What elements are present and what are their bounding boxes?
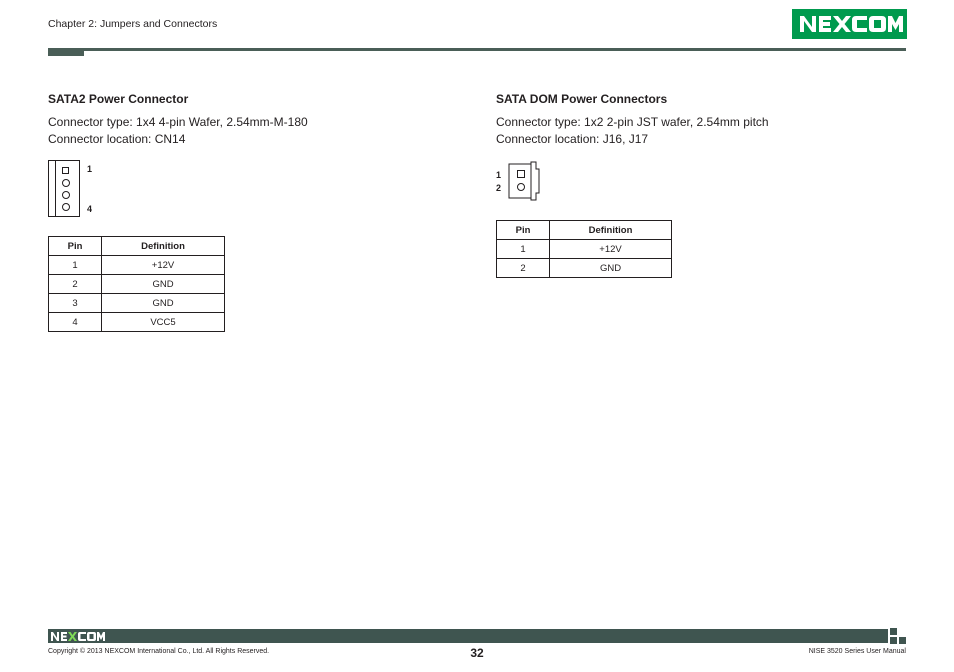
table-row xyxy=(49,294,225,313)
sata2-power-heading: SATA2 Power Connector xyxy=(48,92,189,106)
col-definition-header: Definition xyxy=(102,237,225,256)
pin-4-circle xyxy=(62,203,70,211)
definition-cell: GND xyxy=(102,294,225,313)
chapter-title: Chapter 2: Jumpers and Connectors xyxy=(48,18,218,30)
sata2-pin-last-label: 4 xyxy=(87,204,93,214)
page-number: 32 xyxy=(470,646,484,660)
pin-cell: 3 xyxy=(49,294,102,313)
col-pin-header: Pin xyxy=(49,237,102,256)
pin-cell: 1 xyxy=(49,256,102,275)
table-row xyxy=(49,275,225,294)
pin-2-circle xyxy=(62,179,70,187)
table-row xyxy=(497,240,672,259)
pin-3-circle xyxy=(62,191,70,199)
pin-cell: 4 xyxy=(49,313,102,332)
pin-1-square xyxy=(62,167,69,174)
sata-dom-pin-first-label: 1 xyxy=(496,170,502,180)
sata-dom-connector-location: Connector location: J16, J17 xyxy=(496,132,649,146)
header-rule xyxy=(48,48,906,51)
definition-cell: GND xyxy=(102,275,225,294)
definition-cell: +12V xyxy=(102,256,225,275)
definition-cell: +12V xyxy=(550,240,672,259)
sata2-pin-first-label: 1 xyxy=(87,164,93,174)
definition-cell: GND xyxy=(550,259,672,278)
sata-dom-pin-table xyxy=(496,220,672,278)
col-definition-header: Definition xyxy=(550,221,672,240)
pin-cell: 1 xyxy=(497,240,550,259)
sata-dom-pin-last-label: 2 xyxy=(496,183,502,193)
sata2-connector-type: Connector type: 1x4 4-pin Wafer, 2.54mm-M-180 xyxy=(48,115,308,129)
sata2-connector-location: Connector location: CN14 xyxy=(48,132,186,146)
sata-dom-connector-diagram xyxy=(508,161,540,201)
pin-cell: 2 xyxy=(49,275,102,294)
nexcom-footer-logo xyxy=(50,630,110,643)
table-row xyxy=(49,313,225,332)
definition-cell: VCC5 xyxy=(102,313,225,332)
copyright-text: Copyright © 2013 NEXCOM International Co., Ltd. All Rights Reserved. xyxy=(48,648,270,655)
sata2-pin-table xyxy=(48,236,225,332)
corner-squares-icon xyxy=(890,628,908,644)
sata-dom-connector-type: Connector type: 1x2 2-pin JST wafer, 2.54mm pitch xyxy=(496,115,769,129)
table-row xyxy=(497,259,672,278)
table-header-row xyxy=(49,237,225,256)
nexcom-logo xyxy=(792,9,907,39)
header-rule-accent xyxy=(48,48,84,56)
sata-dom-power-heading: SATA DOM Power Connectors xyxy=(496,92,668,106)
table-header-row xyxy=(497,221,672,240)
sata2-connector-diagram xyxy=(48,160,80,217)
footer-bar xyxy=(48,629,888,643)
manual-title: NISE 3520 Series User Manual xyxy=(808,648,906,655)
pin-cell: 2 xyxy=(497,259,550,278)
col-pin-header: Pin xyxy=(497,221,550,240)
table-row xyxy=(49,256,225,275)
